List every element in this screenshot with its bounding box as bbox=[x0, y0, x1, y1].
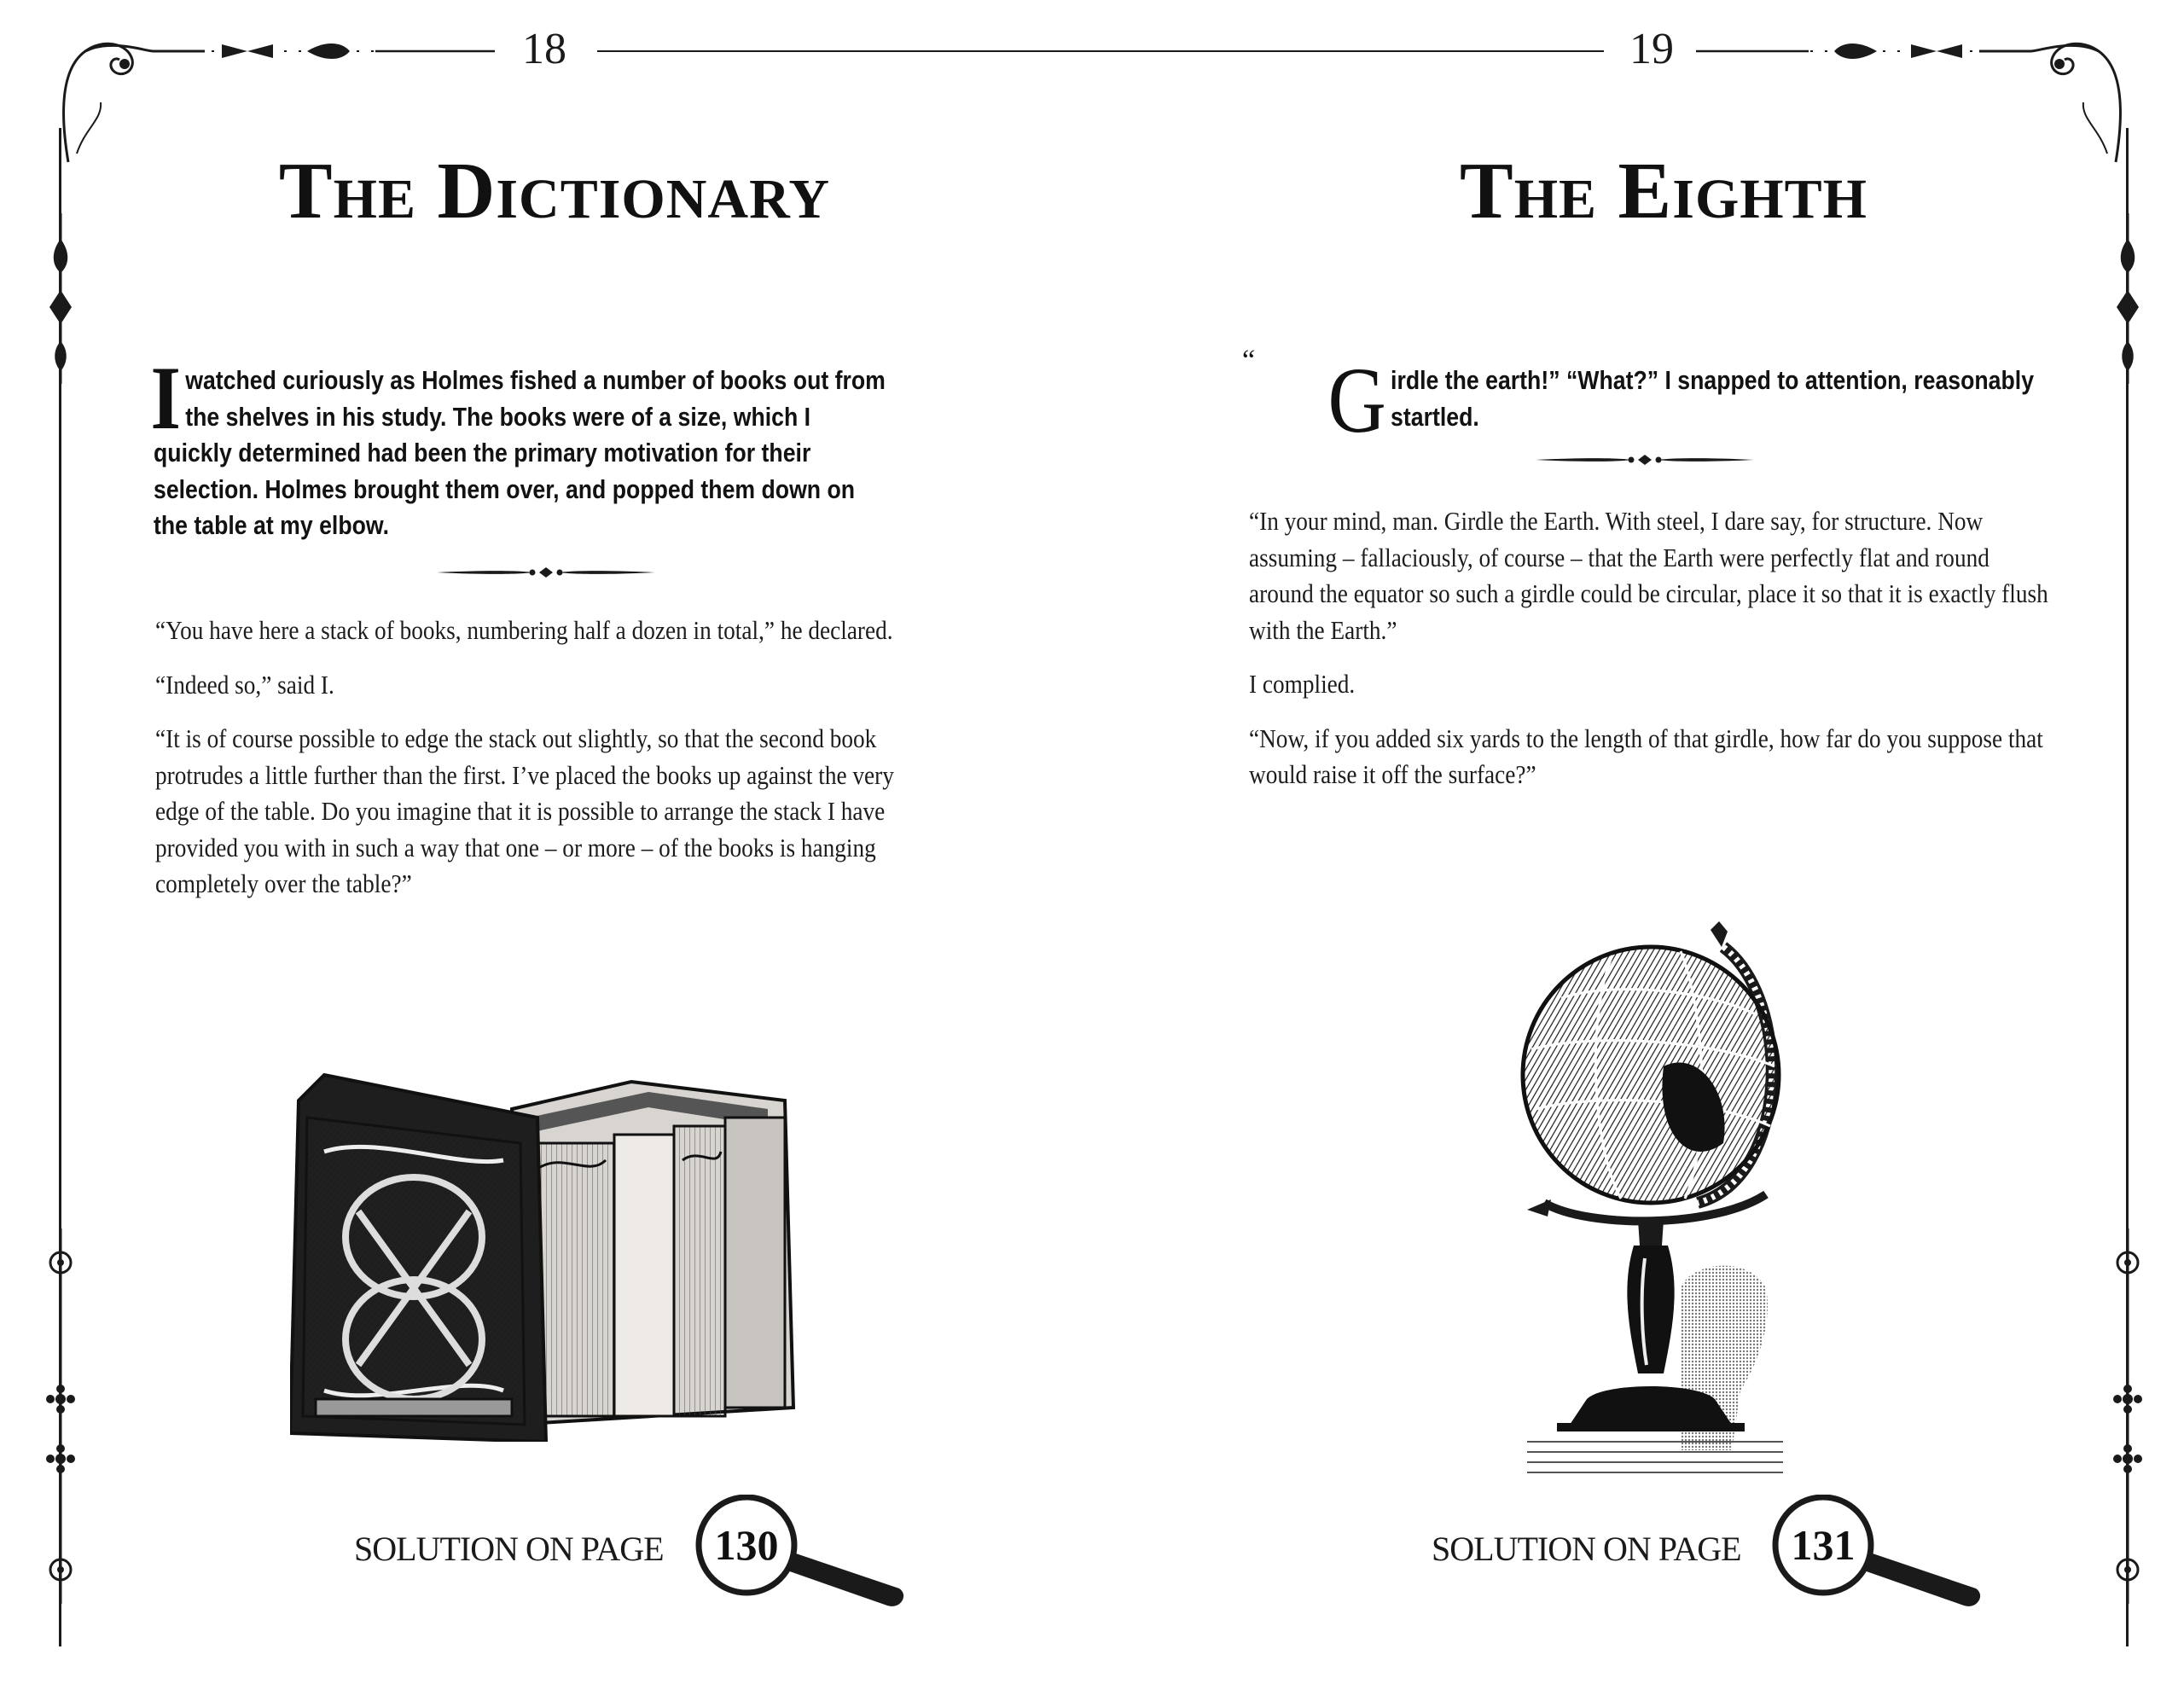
globe-illustration bbox=[1510, 921, 1792, 1476]
solution-label-left: SOLUTION ON PAGE bbox=[354, 1530, 664, 1568]
body-text-left bbox=[155, 613, 914, 920]
solution-page-number-left: 130 bbox=[714, 1521, 779, 1569]
opening-quote-mark: “ bbox=[1242, 345, 1256, 376]
paragraph: “In your mind, man. Girdle the Earth. With steel, I dare say, for structure. Now assuming – fallaciously, of course – that the Earth were perfectly flat and round around the equator so such a girdle could be circular, place it so that it is exactly flush with the Earth.” bbox=[1249, 506, 2048, 645]
page-title-right: The Eighth bbox=[1460, 147, 1867, 235]
solution-page-number-right: 131 bbox=[1791, 1521, 1856, 1569]
right-side-ornament-upper bbox=[2110, 213, 2146, 384]
solution-label-right: SOLUTION ON PAGE bbox=[1432, 1530, 1741, 1568]
page-number-left: 18 bbox=[500, 19, 589, 80]
paragraph: “Now, if you added six yards to the length of that girdle, how far do you suppose that would raise it off the surface?” bbox=[1249, 723, 2043, 789]
drop-cap-right: G bbox=[1327, 348, 1386, 452]
page-number-right: 19 bbox=[1607, 19, 1696, 80]
solution-magnifier-right[interactable] bbox=[1768, 1495, 2007, 1623]
paragraph: I complied. bbox=[1249, 669, 1356, 699]
left-side-ornament-lower bbox=[38, 1228, 84, 1604]
book-stack-illustration bbox=[290, 1066, 802, 1442]
lead-paragraph-left bbox=[150, 348, 887, 544]
paragraph: “It is of course possible to edge the stack out slightly, so that the second book protrudes a little further than the first. I’ve placed the books up against the very edge of the table. Do you imagine that it is possible to arrange the stack I have provided you with in such a way that one – or more – of the books is hanging completely over the table?” bbox=[155, 723, 894, 898]
page-title-left: The Dictionary bbox=[278, 147, 831, 235]
top-rule bbox=[597, 50, 1604, 52]
left-side-ornament-upper bbox=[43, 213, 78, 384]
paragraph: “Indeed so,” said I. bbox=[155, 669, 334, 700]
lead-paragraph-right bbox=[1327, 348, 2065, 452]
right-side-ornament-lower bbox=[2105, 1228, 2151, 1604]
body-text-right bbox=[1249, 503, 2053, 811]
drop-cap-left: I bbox=[150, 348, 182, 448]
section-divider-right bbox=[1536, 454, 1754, 466]
paragraph: “You have here a stack of books, numbering half a dozen in total,” he declared. bbox=[155, 615, 893, 645]
solution-magnifier-left[interactable] bbox=[691, 1495, 930, 1623]
lead-text-right: irdle the earth!” “What?” I snapped to attention, reasonably startled. bbox=[1391, 365, 2035, 432]
section-divider-left bbox=[437, 566, 655, 578]
lead-text-left: watched curiously as Holmes fished a number of books out from the shelves in his study. The books were of a size, which I quickly determined had been the primary motivation for their selection. Holmes brought them over, and popped them down on the table at my elbow. bbox=[154, 365, 886, 540]
